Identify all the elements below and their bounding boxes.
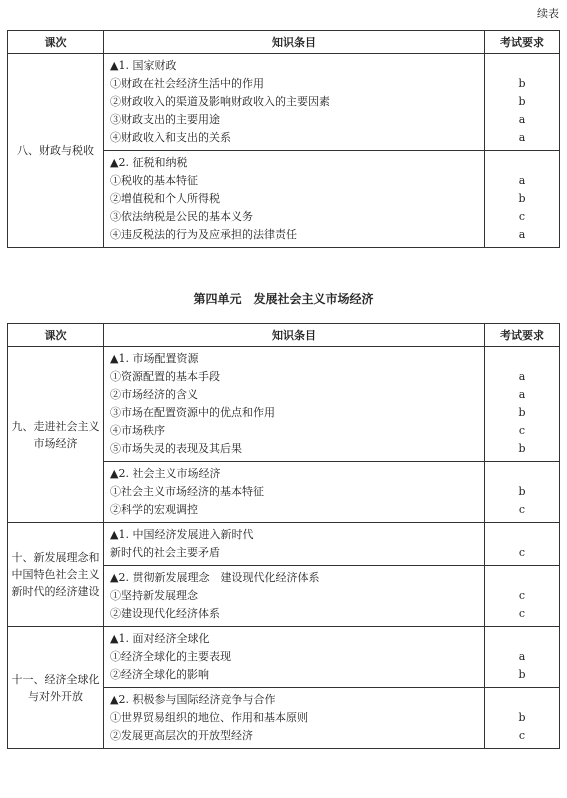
table-market-economy — [7, 323, 560, 749]
requirement-level: a — [518, 174, 526, 187]
knowledge-item: ③依法纳税是公民的基本义务 — [110, 210, 253, 223]
knowledge-item: ②经济全球化的影响 — [110, 668, 209, 681]
knowledge-item: ①财政在社会经济生活中的作用 — [110, 77, 264, 90]
lesson-cell — [8, 523, 104, 627]
requirement-cell — [485, 566, 560, 627]
knowledge-item: ④市场秩序 — [110, 424, 165, 437]
requirement-cell — [485, 347, 560, 462]
table-row — [8, 627, 560, 688]
requirement-level — [485, 57, 559, 75]
requirement-level: b — [518, 711, 526, 724]
requirement-level: a — [518, 650, 526, 663]
knowledge-item: ①社会主义市场经济的基本特征 — [110, 485, 264, 498]
knowledge-item: ②增值税和个人所得税 — [110, 192, 220, 205]
requirement-level: b — [518, 192, 526, 205]
knowledge-item: ①世界贸易组织的地位、作用和基本原则 — [110, 711, 308, 724]
table-header-row — [8, 31, 560, 54]
requirement-level: c — [518, 210, 526, 223]
requirement-level — [485, 465, 559, 483]
knowledge-item: ②市场经济的含义 — [110, 388, 198, 401]
requirement-level — [485, 691, 559, 709]
requirement-level — [485, 569, 559, 587]
knowledge-item: ▲1. 国家财政 — [110, 59, 177, 72]
header-knowledge: 知识条目 — [104, 31, 485, 54]
knowledge-cell — [104, 54, 485, 151]
table-row — [8, 54, 560, 151]
requirement-level: c — [518, 546, 526, 559]
lesson-cell — [8, 54, 104, 248]
knowledge-item: ▲1. 面对经济全球化 — [110, 632, 210, 645]
table-row — [8, 523, 560, 566]
requirement-level: c — [518, 607, 526, 620]
unit-title: 第四单元 发展社会主义市场经济 — [193, 292, 374, 306]
lesson-name-line: 八、财政与税收 — [17, 144, 94, 157]
lesson-name-line: 十、新发展理念和 — [11, 551, 100, 564]
knowledge-item: ⑤市场失灵的表现及其后果 — [110, 442, 242, 455]
lesson-name-line: 市场经济 — [33, 436, 78, 450]
knowledge-cell — [104, 151, 485, 248]
requirement-level: b — [518, 668, 526, 681]
requirement-level: a — [518, 370, 526, 383]
table-row — [8, 347, 560, 462]
lesson-cell — [8, 627, 104, 749]
knowledge-item: ④财政收入和支出的关系 — [110, 131, 231, 144]
knowledge-cell — [104, 462, 485, 523]
requirement-level: a — [518, 131, 526, 144]
table-header-row — [8, 324, 560, 347]
knowledge-item: ▲2. 社会主义市场经济 — [110, 467, 221, 480]
header-knowledge: 知识条目 — [104, 324, 485, 347]
requirement-cell — [485, 462, 560, 523]
requirement-level: b — [518, 77, 526, 90]
knowledge-item: ③财政支出的主要用途 — [110, 113, 220, 126]
lesson-name-line: 九、走进社会主义 — [11, 419, 100, 433]
requirement-cell — [485, 523, 560, 566]
requirement-level: c — [518, 589, 526, 602]
requirement-level: a — [518, 228, 526, 241]
lesson-name-line: 新时代的经济建设 — [11, 585, 100, 598]
knowledge-item: ③市场在配置资源中的优点和作用 — [110, 406, 275, 419]
requirement-level: b — [518, 485, 526, 498]
knowledge-item: ②发展更高层次的开放型经济 — [110, 729, 253, 742]
requirement-level: c — [518, 503, 526, 516]
knowledge-item: ①资源配置的基本手段 — [110, 370, 220, 383]
header-requirement: 考试要求 — [485, 31, 560, 54]
lesson-name-line: 十一、经济全球化 — [11, 672, 100, 686]
knowledge-item: ①经济全球化的主要表现 — [110, 650, 231, 663]
knowledge-cell — [104, 566, 485, 627]
knowledge-item: ▲1. 市场配置资源 — [110, 352, 199, 365]
requirement-level: b — [518, 406, 526, 419]
requirement-level — [485, 630, 559, 648]
knowledge-cell — [104, 347, 485, 462]
requirement-level: a — [518, 388, 526, 401]
lesson-name-line: 与对外开放 — [28, 689, 83, 703]
knowledge-item: ④违反税法的行为及应承担的法律责任 — [110, 228, 297, 241]
requirement-level — [485, 350, 559, 368]
knowledge-item: ②财政收入的渠道及影响财政收入的主要因素 — [110, 95, 330, 108]
knowledge-item: ▲1. 中国经济发展进入新时代 — [110, 528, 254, 541]
knowledge-cell — [104, 688, 485, 749]
requirement-level: c — [518, 729, 526, 742]
header-lesson: 课次 — [8, 324, 104, 347]
table-finance-tax — [7, 30, 560, 248]
knowledge-item: ②建设现代化经济体系 — [110, 607, 220, 620]
knowledge-item: ▲2. 积极参与国际经济竞争与合作 — [110, 693, 276, 706]
requirement-level: c — [518, 424, 526, 437]
knowledge-item: ①税收的基本特征 — [110, 174, 198, 187]
requirement-cell — [485, 627, 560, 688]
requirement-level — [485, 154, 559, 172]
knowledge-item: ②科学的宏观调控 — [110, 503, 198, 516]
requirement-level: a — [518, 113, 526, 126]
continued-label: 续表 — [537, 7, 559, 20]
knowledge-item: ①坚持新发展理念 — [110, 589, 198, 602]
knowledge-item: 新时代的社会主要矛盾 — [110, 546, 220, 559]
requirement-cell — [485, 151, 560, 248]
lesson-name-line: 中国特色社会主义 — [11, 568, 100, 581]
requirement-level: b — [518, 442, 526, 455]
requirement-cell — [485, 54, 560, 151]
requirement-level: b — [518, 95, 526, 108]
header-requirement: 考试要求 — [485, 324, 560, 347]
requirement-level — [485, 526, 559, 544]
knowledge-item: ▲2. 贯彻新发展理念 建设现代化经济体系 — [110, 571, 320, 584]
knowledge-item: ▲2. 征税和纳税 — [110, 156, 188, 169]
header-lesson: 课次 — [8, 31, 104, 54]
knowledge-cell — [104, 627, 485, 688]
knowledge-cell — [104, 523, 485, 566]
lesson-cell — [8, 347, 104, 523]
requirement-cell — [485, 688, 560, 749]
